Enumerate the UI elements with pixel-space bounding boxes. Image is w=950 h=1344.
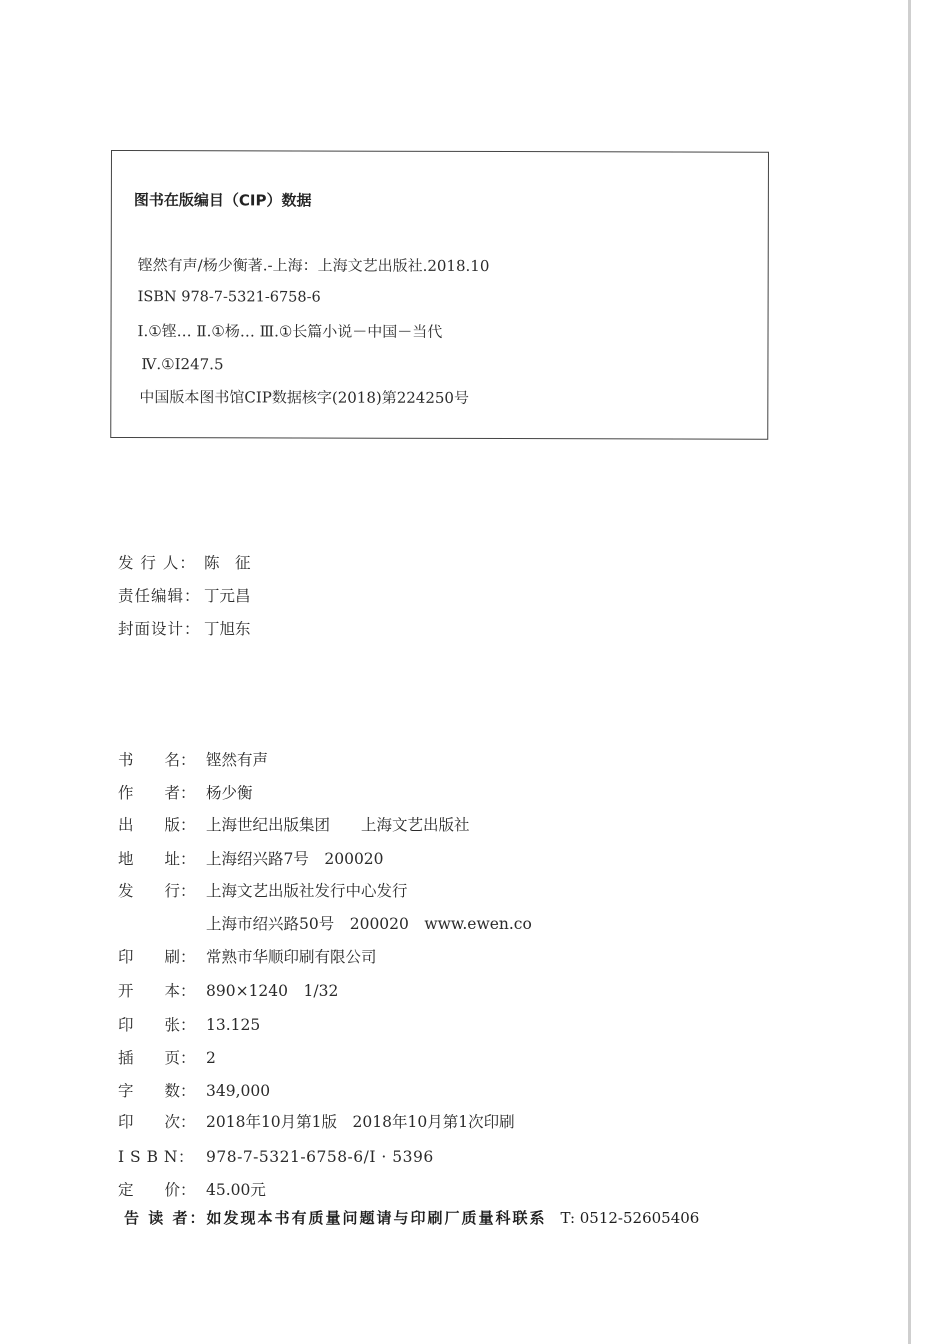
info-label: 插 页：	[118, 1049, 196, 1067]
page-edge	[908, 0, 911, 1344]
info-value: 上海文艺出版社发行中心发行	[206, 882, 408, 900]
info-label: 作 者：	[118, 784, 196, 802]
info-value: 上海世纪出版集团 上海文艺出版社	[206, 816, 470, 834]
info-value: 2	[206, 1049, 216, 1067]
reader-notice	[124, 1207, 699, 1228]
info-row-publisher	[118, 813, 470, 835]
credit-label: 发 行 人：	[118, 554, 196, 572]
credit-publisher	[118, 551, 251, 573]
info-value: 杨少衡	[206, 784, 253, 802]
credit-value: 丁旭东	[204, 620, 251, 638]
info-value: 铿然有声	[206, 751, 269, 769]
info-row-distribution-address: 上海市绍兴路50号 200020 www.ewen.co	[206, 915, 532, 933]
info-label: 定 价：	[118, 1181, 196, 1199]
info-row-format	[118, 979, 338, 1001]
info-row-sheets	[118, 1013, 260, 1035]
cip-title: 图书在版编目（CIP）数据	[133, 191, 312, 210]
cip-bibliographic-line: 铿然有声/杨少衡著.-上海：上海文艺出版社.2018.10	[137, 256, 490, 275]
info-row-distribution	[118, 879, 408, 901]
info-label: 字 数：	[118, 1082, 196, 1100]
info-label: 地 址：	[118, 850, 196, 868]
notice-text: 如发现本书有质量问题请与印刷厂质量科联系	[206, 1209, 547, 1227]
info-value: 13.125	[206, 1016, 261, 1034]
info-row-printer	[118, 945, 377, 967]
info-label: 印 张：	[118, 1016, 196, 1034]
info-row-inserts	[118, 1046, 216, 1068]
info-value: 2018年10月第1版 2018年10月第1次印刷	[206, 1113, 515, 1131]
cip-isbn: ISBN 978-7-5321-6758-6	[137, 289, 321, 306]
credit-cover-design	[118, 617, 251, 639]
info-row-price	[118, 1178, 266, 1200]
credit-value: 陈 征	[204, 554, 251, 572]
cip-classification: Ⅰ.①铿… Ⅱ.①杨… Ⅲ.①长篇小说－中国－当代	[137, 322, 443, 341]
credit-label: 封面设计：	[118, 620, 201, 638]
info-row-word-count	[118, 1079, 270, 1101]
info-value: 890×1240 1/32	[206, 982, 339, 1000]
info-row-author	[118, 781, 253, 803]
notice-phone: T: 0512-52605406	[560, 1209, 700, 1227]
cip-class-number: Ⅳ.①I247.5	[141, 355, 224, 374]
info-row-isbn	[118, 1145, 434, 1167]
info-value: 45.00元	[206, 1181, 266, 1199]
info-label: 印 刷：	[118, 948, 196, 966]
info-value: 978-7-5321-6758-6/I · 5396	[206, 1148, 434, 1166]
credit-value: 丁元昌	[204, 587, 251, 605]
info-row-edition	[118, 1110, 515, 1132]
info-value: 上海绍兴路7号 200020	[206, 850, 384, 868]
info-label: I S B N：	[118, 1148, 194, 1166]
info-label: 发 行：	[118, 882, 196, 900]
credit-label: 责任编辑：	[118, 587, 201, 605]
info-label: 书 名：	[118, 751, 196, 769]
info-label: 出 版：	[118, 816, 196, 834]
cip-data-box	[110, 150, 769, 440]
info-label: 开 本：	[118, 982, 196, 1000]
credit-editor	[118, 584, 251, 606]
cip-verification: 中国版本图书馆CIP数据核字(2018)第224250号	[139, 388, 470, 407]
info-value: 常熟市华顺印刷有限公司	[206, 948, 377, 966]
info-value: 349,000	[206, 1082, 271, 1100]
info-label: 印 次：	[118, 1113, 196, 1131]
notice-label: 告 读 者：	[124, 1209, 207, 1227]
info-row-title	[118, 748, 268, 770]
info-row-address	[118, 847, 384, 869]
